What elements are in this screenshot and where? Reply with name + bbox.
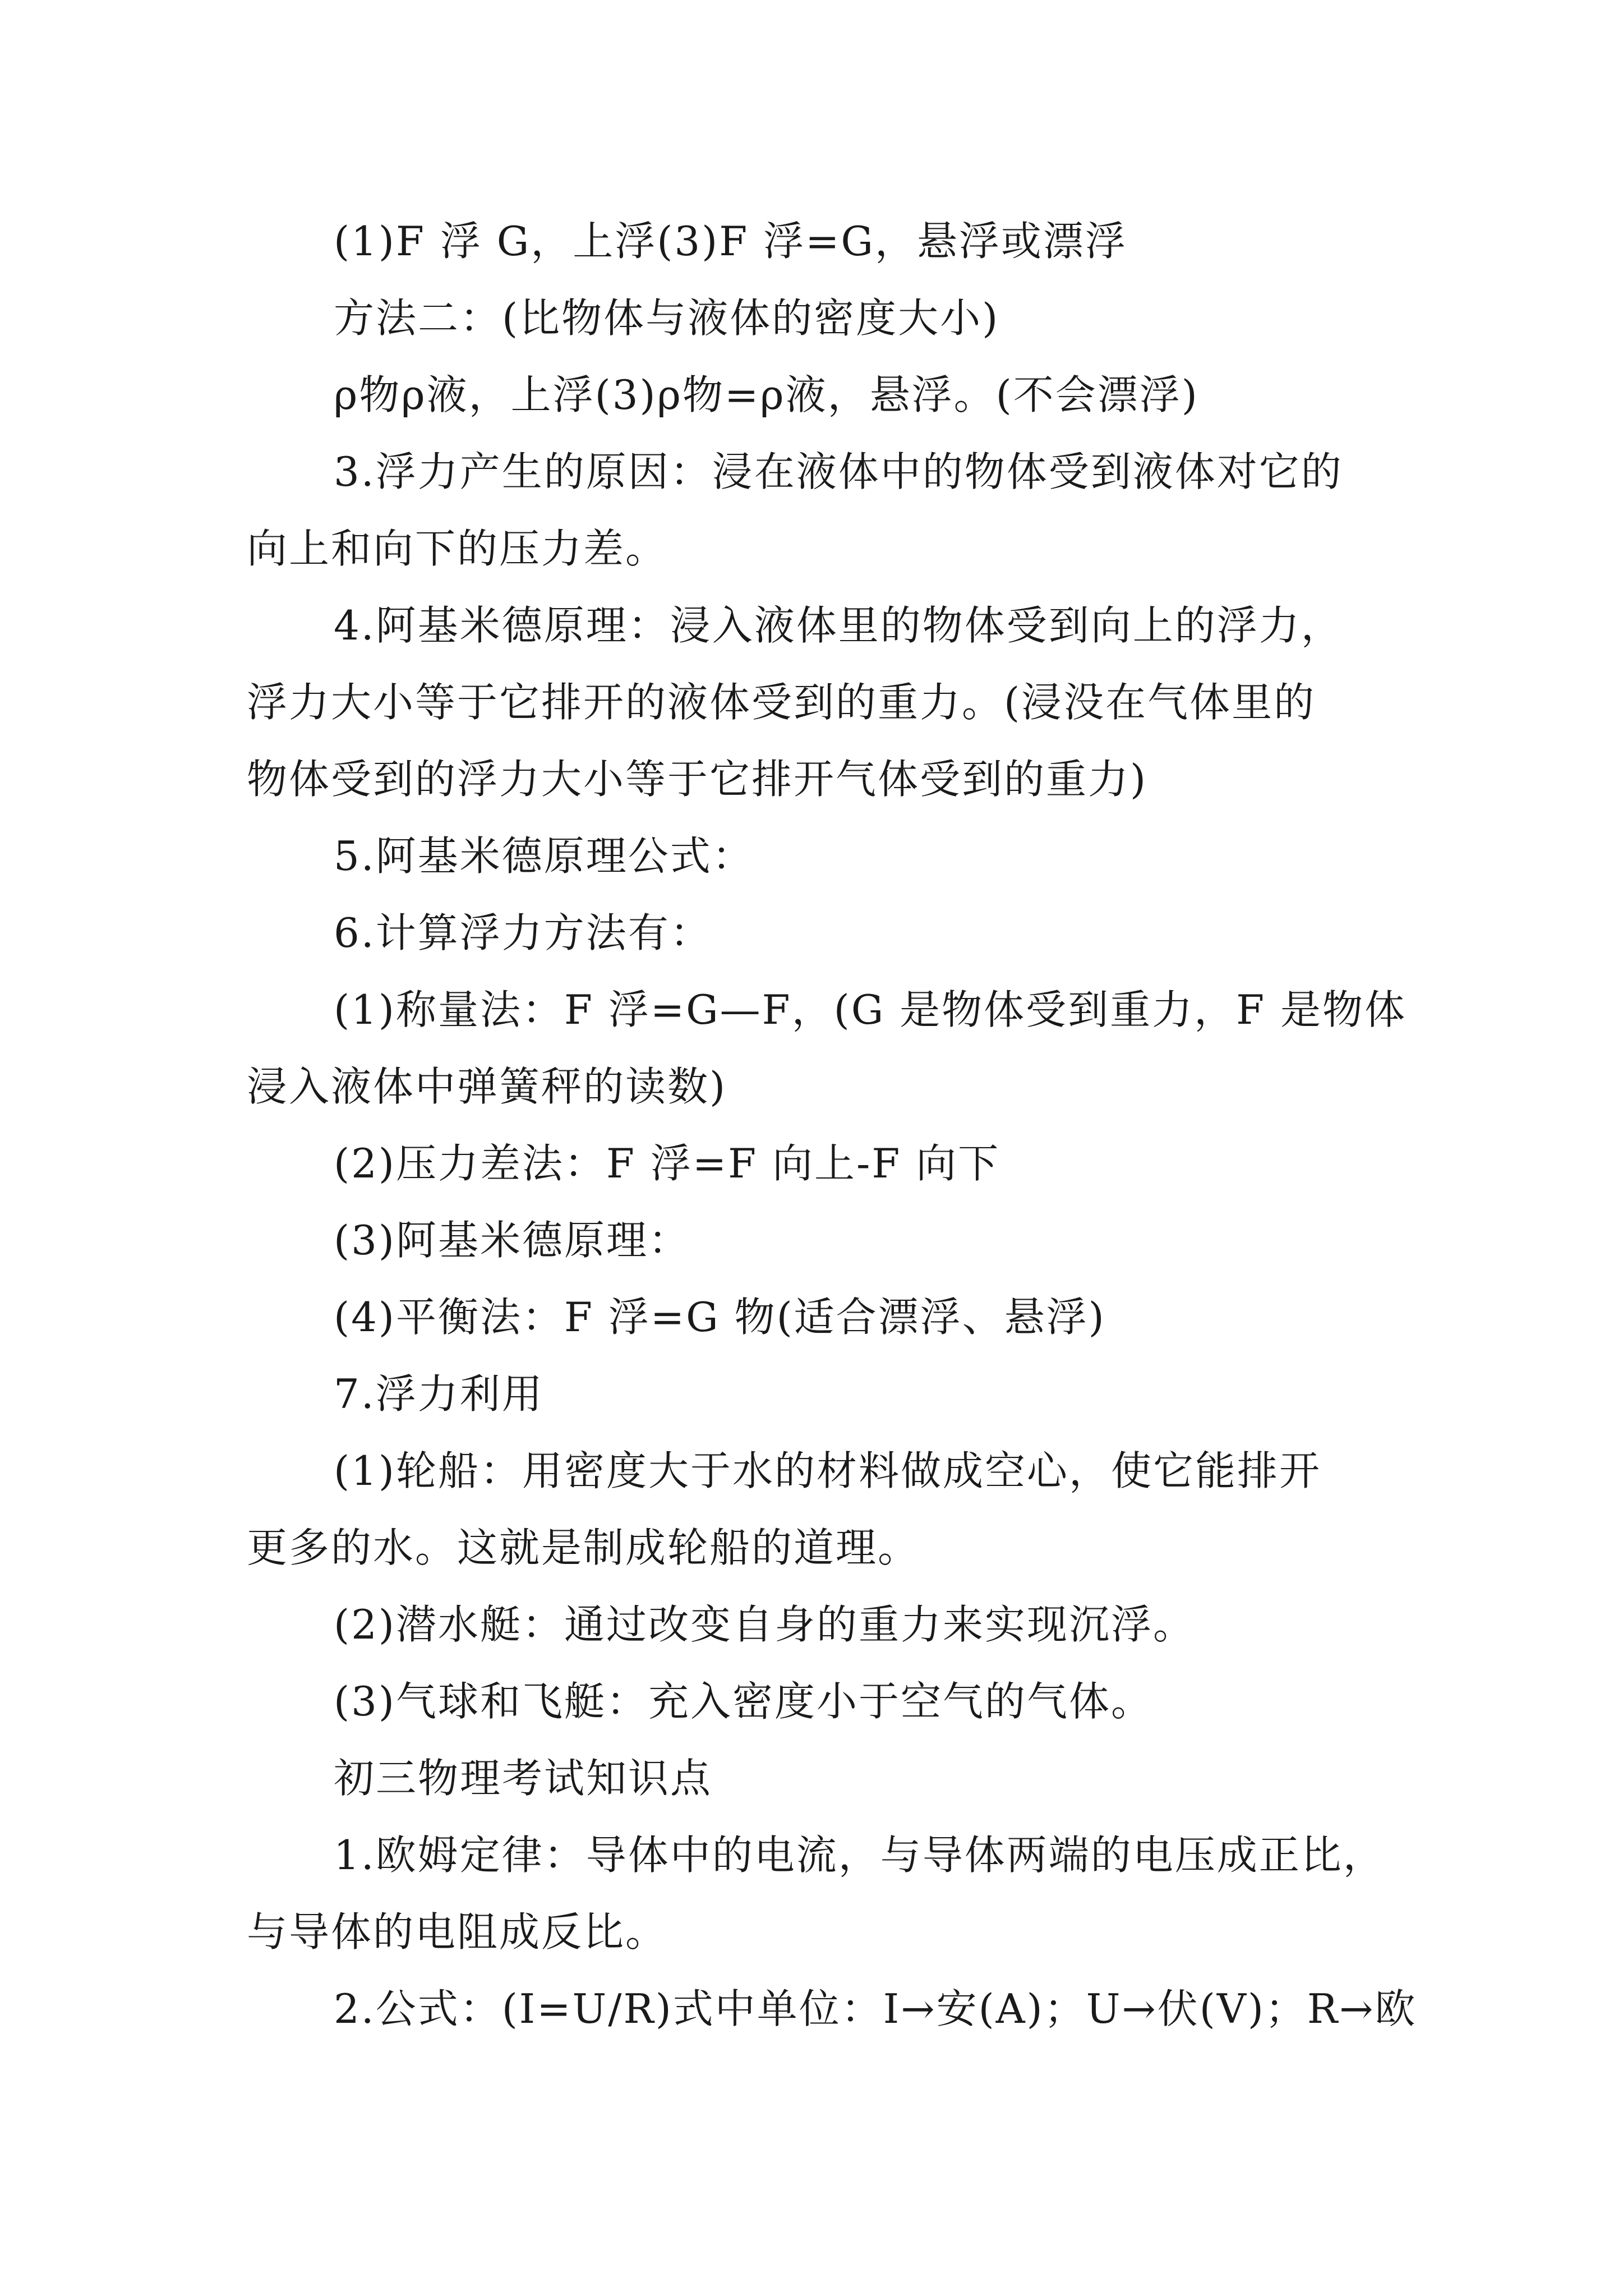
text-line: (2)压力差法：F 浮=F 向上-F 向下 [334, 1140, 1000, 1187]
text-line: (2)潜水艇：通过改变自身的重力来实现沉浮。 [334, 1601, 1195, 1648]
text-line: 与导体的电阻成反比。 [247, 1908, 668, 1955]
text-line: 向上和向下的压力差。 [247, 525, 668, 572]
text-line: 3.浮力产生的原因：浸在液体中的物体受到液体对它的 [334, 448, 1343, 495]
text-line: 6.计算浮力方法有： [334, 909, 712, 956]
text-line: ρ物ρ液，上浮(3)ρ物=ρ液，悬浮。(不会漂浮) [334, 371, 1199, 418]
text-line: 2.公式：(I=U/R)式中单位：I→安(A)；U→伏(V)；R→欧 [334, 1985, 1417, 2032]
text-line: 1.欧姆定律：导体中的电流，与导体两端的电压成正比， [334, 1832, 1385, 1879]
text-line: (1)轮船：用密度大于水的材料做成空心，使它能排开 [334, 1447, 1321, 1494]
text-line: 更多的水。这就是制成轮船的道理。 [247, 1524, 920, 1571]
text-line: (1)F 浮 G，上浮(3)F 浮=G，悬浮或漂浮 [334, 218, 1127, 265]
text-line: (1)称量法：F 浮=G—F，(G 是物体受到重力，F 是物体 [334, 986, 1407, 1033]
text-line: 物体受到的浮力大小等于它排开气体受到的重力) [247, 756, 1148, 803]
text-line: (4)平衡法：F 浮=G 物(适合漂浮、悬浮) [334, 1294, 1106, 1341]
document-body [247, 203, 1417, 2047]
section-heading: 初三物理考试知识点 [334, 1755, 713, 1802]
text-line: 4.阿基米德原理：浸入液体里的物体受到向上的浮力， [334, 602, 1343, 649]
text-line: 浮力大小等于它排开的液体受到的重力。(浸没在气体里的 [247, 679, 1316, 726]
text-line: (3)阿基米德原理： [334, 1217, 690, 1264]
text-line: 方法二：(比物体与液体的密度大小) [334, 295, 1000, 342]
text-line: 浸入液体中弹簧秤的读数) [247, 1063, 727, 1110]
text-line: (3)气球和飞艇：充入密度小于空气的气体。 [334, 1678, 1153, 1725]
text-line: 7.浮力利用 [334, 1370, 544, 1418]
text-line: 5.阿基米德原理公式： [334, 832, 754, 880]
